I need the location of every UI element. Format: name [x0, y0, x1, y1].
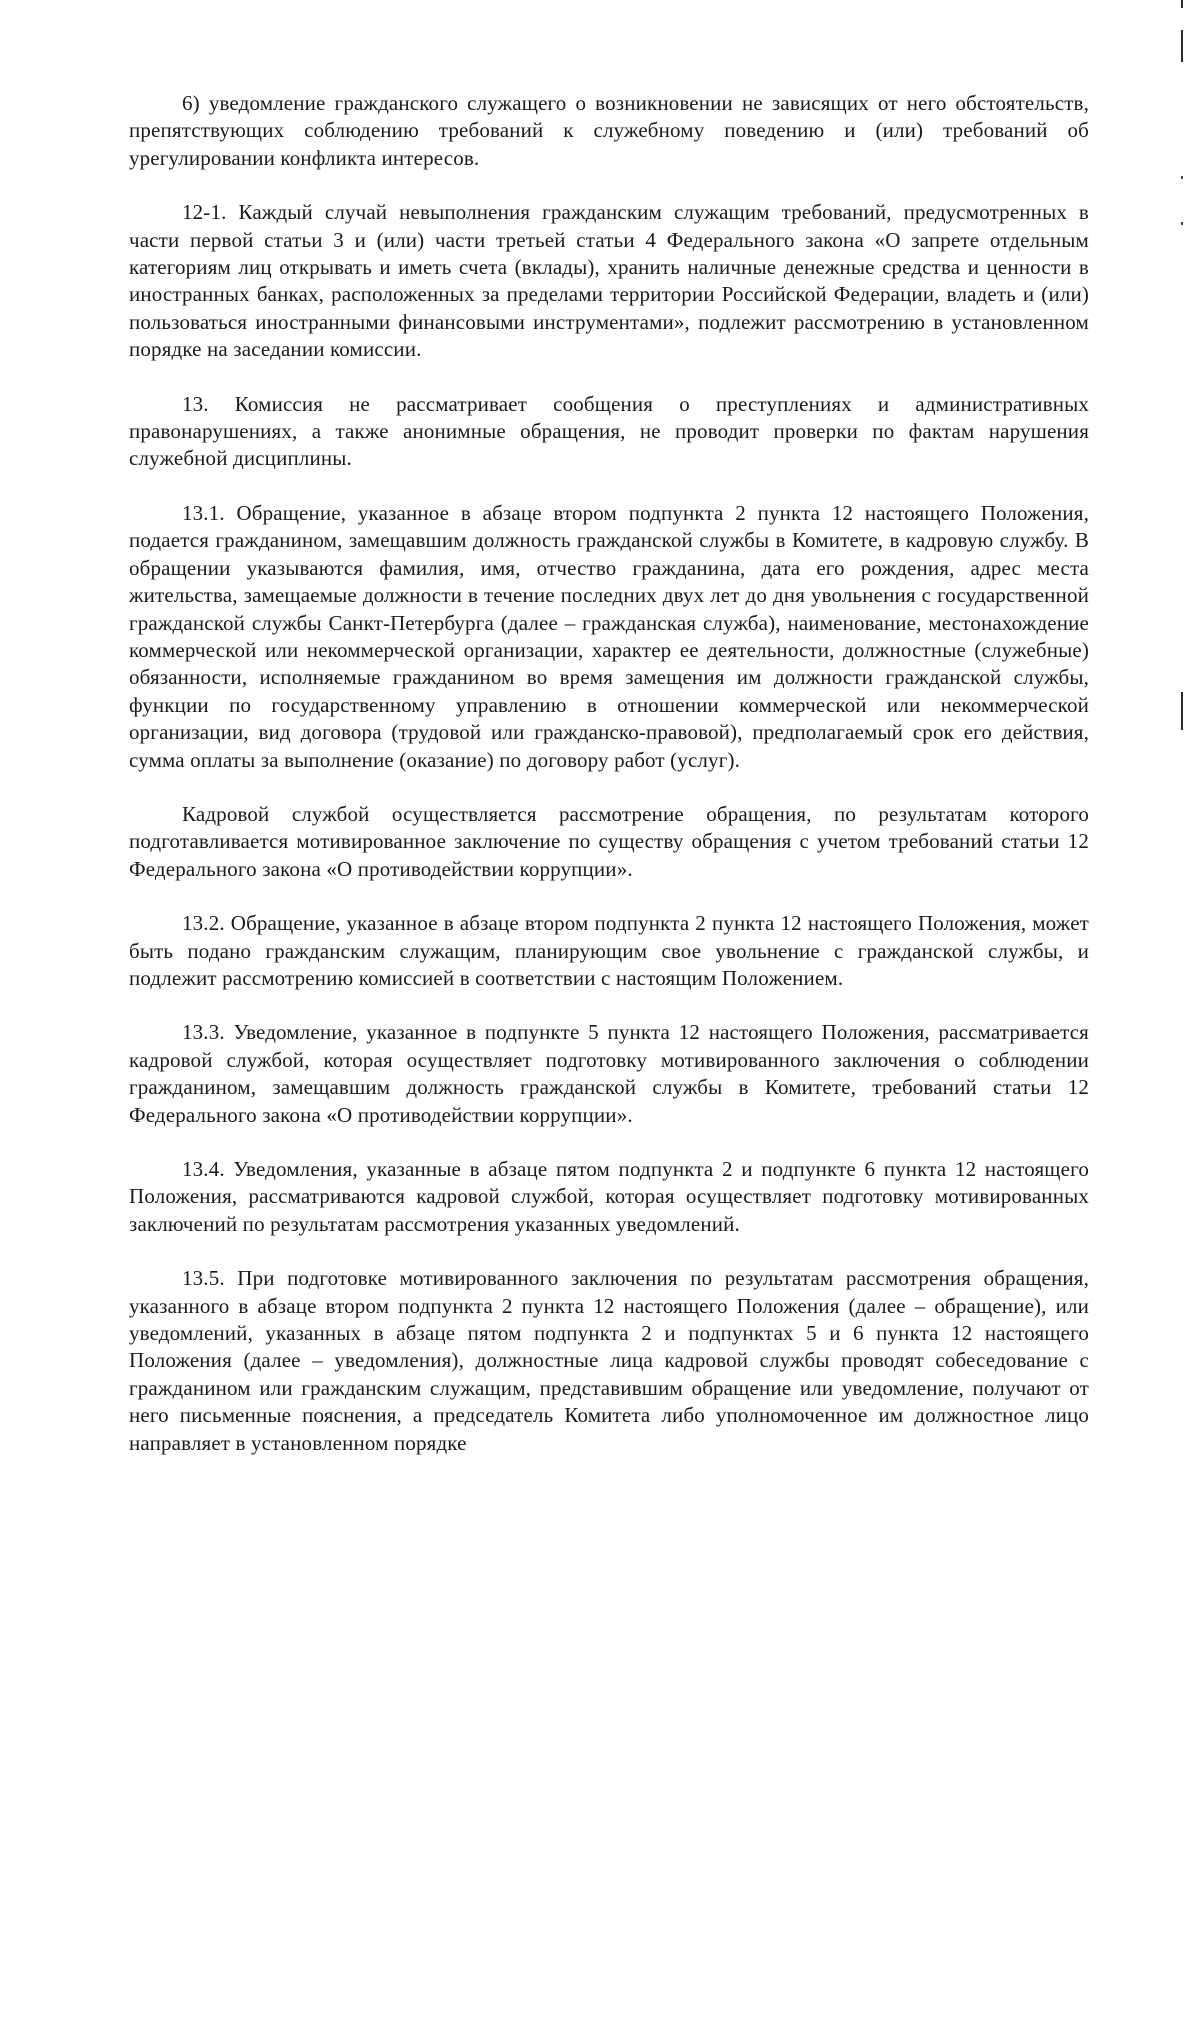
paragraph-13-5: 13.5. При подготовке мотивированного заключения по результатам рассмотрения обращения, указанного в абзаце втором подпункта 2 пункта 12 настоящего Положения (далее – обращение), или уведомлений, указанных в абзаце пятом подпункта 2 и подпунктах 5 и 6 пункта 12 настоящего Положения (далее – уведомления), должностные лица кадровой службы проводят собеседование с гражданином или гражданским служащим, представившим обращение или уведомление, получают от него письменные пояснения, а председатель Комитета либо уполномоченное им должностное лицо направляет в установленном порядке [129, 1266, 1089, 1455]
paragraph-13-1: 13.1. Обращение, указанное в абзаце втором подпункта 2 пункта 12 настоящего Положения, подается гражданином, замещавшим должность гражданской службы в Комитете, в кадровую службу. В обращении указываются фамилия, имя, отчество гражданина, дата его рождения, адрес места жительства, замещаемые должности в течение последних двух лет до дня увольнения с государственной гражданской службы Санкт-Петербурга (далее – гражданская служба), наименование, местонахождение коммерческой или некоммерческой организации, характер ее деятельности, должностные (служебные) обязанности, исполняемые гражданином во время замещения им должности гражданской службы, функции по государственному управлению в отношении коммерческой или некоммерческой организации, вид договора (трудовой или гражданско-правовой), предполагаемый срок его действия, сумма оплаты за выполнение (оказание) по договору работ (услуг). [129, 500, 1089, 772]
paragraph-13-1-continued: Кадровой службой осуществляется рассмотрение обращения, по результатам которого подготавливается мотивированное заключение по существу обращения с учетом требований статьи 12 Федерального закона «О противодействии коррупции». [129, 801, 1089, 881]
margin-mark-upper [1181, 30, 1183, 62]
paragraph-13-2: 13.2. Обращение, указанное в абзаце втором подпункта 2 пункта 12 настоящего Положения, может быть подано гражданским служащим, планирующим свое увольнение с гражданской службы, и подлежит рассмотрению комиссией в соответствии с настоящим Положением. [129, 911, 1089, 990]
margin-speck-2 [1181, 222, 1183, 225]
paragraph-13: 13. Комиссия не рассматривает сообщения о преступлениях и административных правонарушениях, а также анонимные обращения, не проводит проверки по фактам нарушения служебной дисциплины. [129, 391, 1089, 471]
paragraph-12-1: 12-1. Каждый случай невыполнения гражданским служащим требований, предусмотренных в части первой статьи 3 и (или) части третьей статьи 4 Федерального закона «О запрете отдельным категориям лиц открывать и иметь счета (вклады), хранить наличные денежные средства и ценности в иностранных банках, расположенных за пределами территории Российской Федерации, владеть и (или) пользоваться иностранными финансовыми инструментами», подлежит рассмотрению в установленном порядке на заседании комиссии. [129, 200, 1089, 362]
paragraph-item-6: 6) уведомление гражданского служащего о возникновении не зависящих от него обстоятельств, препятствующих соблюдению требований к служебному поведению и (или) требований об урегулировании конфликта интересов. [129, 91, 1089, 170]
paragraph-13-3: 13.3. Уведомление, указанное в подпункте 5 пункта 12 настоящего Положения, рассматривается кадровой службой, которая осуществляет подготовку мотивированного заключения о соблюдении гражданином, замещавшим должность гражданской службы в Комитете, требований статьи 12 Федерального закона «О противодействии коррупции». [129, 1020, 1089, 1127]
margin-mark-top [1181, 0, 1183, 8]
margin-speck-1 [1181, 176, 1183, 179]
margin-mark-middle [1181, 692, 1183, 730]
document-page [129, 90, 1089, 1484]
paragraph-13-4: 13.4. Уведомления, указанные в абзаце пятом подпункта 2 и подпункте 6 пункта 12 настоящего Положения, рассматриваются кадровой службой, которая осуществляет подготовку мотивированных заключений по результатам рассмотрения указанных уведомлений. [129, 1157, 1089, 1236]
